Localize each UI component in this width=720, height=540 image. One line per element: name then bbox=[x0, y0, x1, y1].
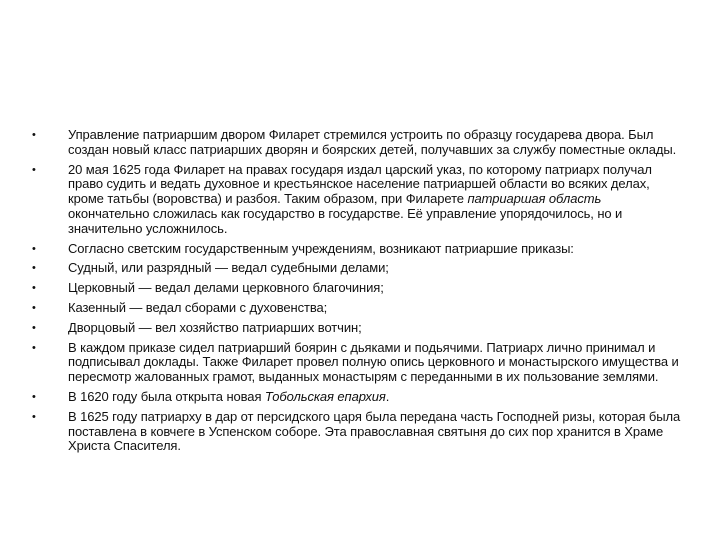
bullet-item bbox=[32, 341, 682, 385]
bullet-marker: • bbox=[32, 129, 36, 141]
bullet-text: Церковный — ведал делами церковного благочиния; bbox=[68, 280, 384, 296]
bullet-text: Согласно светским государственным учреждениям, возникают патриаршие приказы: bbox=[68, 240, 574, 256]
bullet-item bbox=[32, 261, 682, 276]
bullet-text: В каждом приказе сидел патриарший боярин с дьяками и подьячими. Патриарх лично принимал и подписывал доклады. Также Филарет провел полную опись церковного и монастырского имущества и пересмотр жалованных грамот, выданных монастырям с переданными в их пользование землями. bbox=[68, 339, 679, 385]
bullet-marker: • bbox=[32, 341, 36, 354]
bullet-marker: • bbox=[32, 242, 36, 255]
bullet-marker: • bbox=[32, 321, 36, 334]
bullet-item bbox=[32, 390, 682, 405]
bullet-marker: • bbox=[32, 282, 36, 295]
bullet-marker: • bbox=[32, 163, 36, 176]
bullet-marker: • bbox=[32, 410, 36, 423]
bullet-marker: • bbox=[32, 301, 36, 314]
bullet-text: Судный, или разрядный — ведал судебными делами; bbox=[68, 260, 389, 276]
bullet-text: 20 мая 1625 года Филарет на правах государя издал царский указ, по которому патриарх получал право судить и ведать духовное и крестьянское население патриаршей области во всяких делах, кроме татьбы (воровства) и разбоя. Таким образом, при Филарете bbox=[68, 161, 652, 207]
emphasized-term: Тобольская епархия bbox=[264, 388, 386, 404]
bullet-item bbox=[32, 301, 682, 316]
bullet-text: . bbox=[385, 388, 390, 404]
bullet-list bbox=[32, 128, 682, 459]
bullet-text: Управление патриаршим двором Филарет стремился устроить по образцу государева двора. Был создан новый класс патриарших дворян и боярских детей, получавших за службу поместные оклады. bbox=[68, 127, 677, 157]
emphasized-term: патриаршая область bbox=[467, 191, 602, 207]
bullet-text: окончательно сложилась как государство в государстве. Её управление упорядочилось, но и значительно усложнилось. bbox=[68, 205, 623, 236]
bullet-text: Дворцовый — вел хозяйство патриарших вотчин; bbox=[68, 319, 362, 335]
bullet-marker: • bbox=[32, 390, 36, 403]
bullet-item bbox=[32, 242, 682, 257]
bullet-item bbox=[32, 281, 682, 296]
bullet-item bbox=[32, 163, 682, 237]
bullet-item bbox=[32, 321, 682, 336]
bullet-item bbox=[32, 410, 682, 454]
bullet-text: Казенный — ведал сборами с духовенства; bbox=[68, 299, 328, 315]
bullet-text: В 1625 году патриарху в дар от персидского царя была передана часть Господней ризы, которая была поставлена в ковчеге в Успенском соборе. Эта православная святыня до сих пор хранится в Храме Христа Спасителя. bbox=[68, 408, 681, 454]
bullet-item bbox=[32, 128, 682, 158]
bullet-marker: • bbox=[32, 262, 36, 275]
bullet-text: В 1620 году была открыта новая bbox=[68, 388, 265, 404]
